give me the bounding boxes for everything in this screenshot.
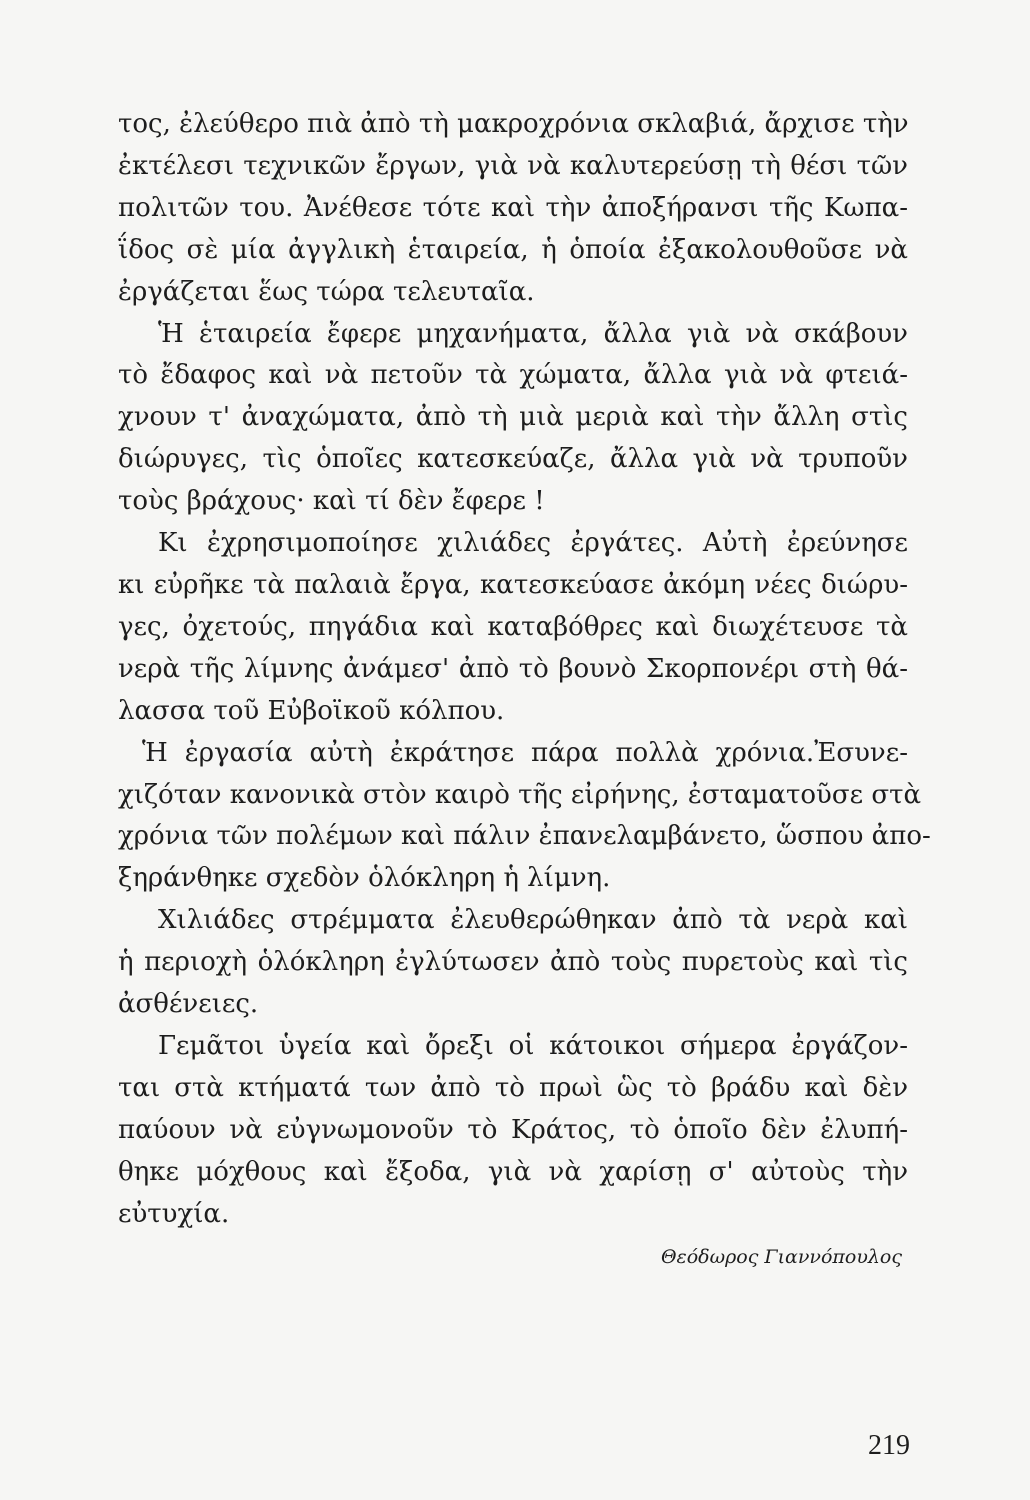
text-line: ται στὰ κτήματά των ἀπὸ τὸ πρωὶ ὣς τὸ βράδυ καὶ δὲν xyxy=(118,1072,908,1103)
text-line: παύουν νὰ εὐγνωμονοῦν τὸ Κράτος, τὸ ὁποῖο δὲν ἐλυπή- xyxy=(118,1114,908,1145)
text-line: πολιτῶν του. Ἀνέθεσε τότε καὶ τὴν ἀποξήρανσι τῆς Κωπα- xyxy=(118,192,908,223)
text-line: θηκε μόχθους καὶ ἔξοδα, γιὰ νὰ χαρίσῃ σ' αὐτοὺς τὴν xyxy=(118,1156,908,1187)
text-line: Κι ἐχρησιμοποίησε χιλιάδες ἐργάτες. Αὐτὴ ἐρεύνησε xyxy=(158,528,908,559)
text-line: ΐδος σὲ μία ἀγγλικὴ ἑταιρεία, ἡ ὁποία ἐξακολουθοῦσε νὰ xyxy=(118,234,908,265)
text-line: ἀσθένειες. xyxy=(118,989,259,1020)
text-line: Γεμᾶτοι ὑγεία καὶ ὄρεξι οἱ κάτοικοι σήμερα ἐργάζον- xyxy=(158,1030,908,1061)
text-line: τος, ἐλεύθερο πιὰ ἀπὸ τὴ μακροχρόνια σκλαβιά, ἄρχισε τὴν xyxy=(118,109,909,139)
text-line: διώρυγες, τὶς ὁποῖες κατεσκεύαζε, ἄλλα γιὰ νὰ τρυποῦν xyxy=(118,444,908,475)
text-line: ἡ περιοχὴ ὁλόκληρη ἐγλύτωσεν ἀπὸ τοὺς πυρετοὺς καὶ τὶς xyxy=(118,947,908,978)
text-line: εὐτυχία. xyxy=(118,1198,230,1229)
text-line: νερὰ τῆς λίμνης ἀνάμεσ' ἀπὸ τὸ βουνὸ Σκορπονέρι στὴ θά- xyxy=(118,653,908,684)
text-line: τὸ ἔδαφος καὶ νὰ πετοῦν τὰ χώματα, ἄλλα γιὰ νὰ φτειά- xyxy=(118,360,908,391)
text-line: γες, ὀχετούς, πηγάδια καὶ καταβόθρες καὶ διωχέτευσε τὰ xyxy=(118,611,908,642)
text-line: χρόνια τῶν πολέμων καὶ πάλιν ἐπανελαμβάνετο, ὥσπου ἀπο- xyxy=(118,821,931,852)
text-line: ἐκτέλεσι τεχνικῶν ἔργων, γιὰ νὰ καλυτερεύσῃ τὴ θέσι τῶν xyxy=(118,150,908,181)
text-line: Ἡ ἐργασία αὐτὴ ἐκράτησε πάρα πολλὰ χρόνια.Ἐσυνε- xyxy=(142,737,908,768)
text-line: κι εὐρῆκε τὰ παλαιὰ ἔργα, κατεσκεύασε ἀκόμη νέες διώρυ- xyxy=(118,569,908,600)
text-line: ξηράνθηκε σχεδὸν ὁλόκληρη ἡ λίμνη. xyxy=(118,863,611,894)
author-signature: Θεόδωρος Γιαννόπουλος xyxy=(660,1246,902,1268)
text-line: λασσα τοῦ Εὐβοϊκοῦ κόλπου. xyxy=(118,695,505,726)
body-text xyxy=(118,104,931,1235)
text-line: ἐργάζεται ἕως τώρα τελευταῖα. xyxy=(118,276,535,307)
text-line: χιζόταν κανονικὰ στὸν καιρὸ τῆς εἰρήνης, ἐσταματοῦσε στὰ xyxy=(118,779,922,810)
text-line: Χιλιάδες στρέμματα ἐλευθερώθηκαν ἀπὸ τὰ νερὰ καὶ xyxy=(158,905,908,936)
text-line: τοὺς βράχους· καὶ τί δὲν ἔφερε ! xyxy=(118,486,545,517)
text-line: χνουν τ' ἀναχώματα, ἀπὸ τὴ μιὰ μεριὰ καὶ τὴν ἄλλη στὶς xyxy=(118,402,908,433)
text-line: Ἡ ἑταιρεία ἔφερε μηχανήματα, ἄλλα γιὰ νὰ σκάβουν xyxy=(158,318,908,349)
page-number: 219 xyxy=(868,1430,910,1461)
